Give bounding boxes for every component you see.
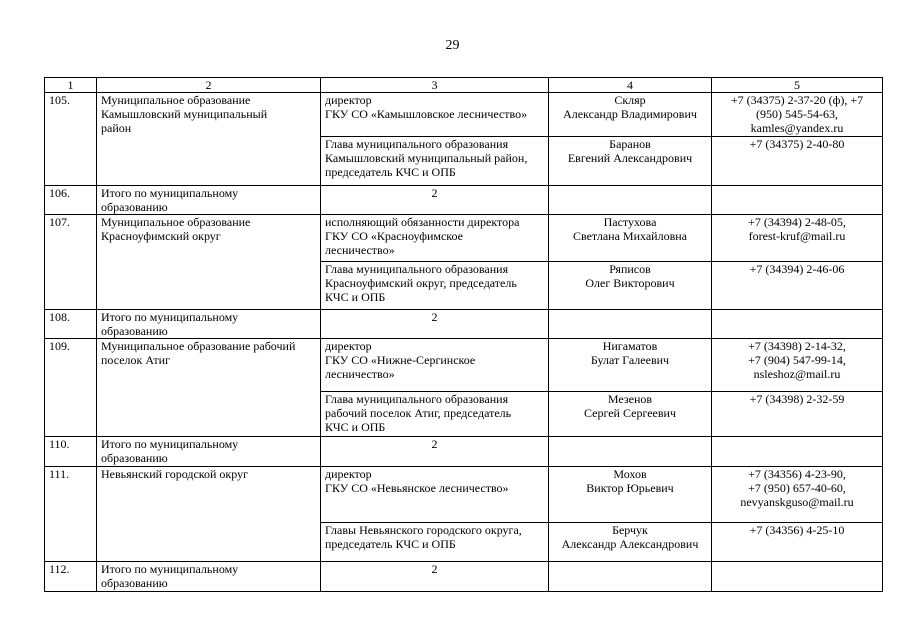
header-col-4: 4 [549, 78, 712, 93]
row-number: 105. [45, 93, 97, 186]
empty-cell [712, 310, 883, 339]
position-cell: директор ГКУ СО «Камышловское лесничество» [321, 93, 549, 137]
phone-cell: +7 (34398) 2-14-32, +7 (904) 547-99-14, nsleshoz@mail.ru [712, 339, 883, 392]
table-row [45, 339, 883, 392]
total-row [45, 186, 883, 215]
table-row [45, 215, 883, 262]
position-cell: Главы Невьянского городского округа, председатель КЧС и ОПБ [321, 523, 549, 562]
row-number: 109. [45, 339, 97, 437]
empty-cell [712, 186, 883, 215]
phone-cell: +7 (34394) 2-48-05, forest-kruf@mail.ru [712, 215, 883, 262]
empty-cell [712, 562, 883, 592]
contacts-table [44, 77, 883, 592]
position-cell: Глава муниципального образования Красноуфимский округ, председатель КЧС и ОПБ [321, 262, 549, 310]
row-number: 110. [45, 437, 97, 467]
phone-cell: +7 (34356) 4-25-10 [712, 523, 883, 562]
total-label: Итого по муниципальному образованию [97, 437, 321, 467]
empty-cell [549, 562, 712, 592]
phone-cell: +7 (34394) 2-46-06 [712, 262, 883, 310]
name-cell: Скляр Александр Владимирович [549, 93, 712, 137]
total-row [45, 310, 883, 339]
position-cell: Глава муниципального образования Камышловский муниципальный район, председатель КЧС и ОПБ [321, 137, 549, 186]
municipality-cell: Муниципальное образование рабочий поселок Атиг [97, 339, 321, 437]
name-cell: Баранов Евгений Александрович [549, 137, 712, 186]
name-cell: Мезенов Сергей Сергеевич [549, 392, 712, 437]
total-value: 2 [321, 310, 549, 339]
row-number: 111. [45, 467, 97, 562]
total-value: 2 [321, 186, 549, 215]
total-row [45, 437, 883, 467]
empty-cell [712, 437, 883, 467]
page-number: 29 [445, 38, 460, 53]
total-value: 2 [321, 562, 549, 592]
name-cell: Ряписов Олег Викторович [549, 262, 712, 310]
name-cell: Берчук Александр Александрович [549, 523, 712, 562]
phone-cell: +7 (34356) 4-23-90, +7 (950) 657-40-60, nevyanskguso@mail.ru [712, 467, 883, 523]
total-label: Итого по муниципальному образованию [97, 310, 321, 339]
name-cell: Мохов Виктор Юрьевич [549, 467, 712, 523]
position-cell: Глава муниципального образования рабочий поселок Атиг, председатель КЧС и ОПБ [321, 392, 549, 437]
municipality-cell: Муниципальное образование Красноуфимский округ [97, 215, 321, 310]
table-row [45, 93, 883, 137]
total-label: Итого по муниципальному образованию [97, 186, 321, 215]
header-row [45, 78, 883, 93]
row-number: 106. [45, 186, 97, 215]
municipality-cell: Невьянский городской округ [97, 467, 321, 562]
phone-cell: +7 (34375) 2-40-80 [712, 137, 883, 186]
position-cell: директор ГКУ СО «Нижне-Сергинское лесничество» [321, 339, 549, 392]
row-number: 107. [45, 215, 97, 310]
total-row [45, 562, 883, 592]
phone-cell: +7 (34375) 2-37-20 (ф), +7 (950) 545-54-63, kamles@yandex.ru [712, 93, 883, 137]
row-number: 108. [45, 310, 97, 339]
header-col-1: 1 [45, 78, 97, 93]
total-label: Итого по муниципальному образованию [97, 562, 321, 592]
header-col-5: 5 [712, 78, 883, 93]
position-cell: директор ГКУ СО «Невьянское лесничество» [321, 467, 549, 523]
header-col-3: 3 [321, 78, 549, 93]
empty-cell [549, 437, 712, 467]
row-number: 112. [45, 562, 97, 592]
empty-cell [549, 186, 712, 215]
phone-cell: +7 (34398) 2-32-59 [712, 392, 883, 437]
name-cell: Нигаматов Булат Галеевич [549, 339, 712, 392]
total-value: 2 [321, 437, 549, 467]
position-cell: исполняющий обязанности директора ГКУ СО «Красноуфимское лесничество» [321, 215, 549, 262]
empty-cell [549, 310, 712, 339]
header-col-2: 2 [97, 78, 321, 93]
municipality-cell: Муниципальное образование Камышловский муниципальный район [97, 93, 321, 186]
name-cell: Пастухова Светлана Михайловна [549, 215, 712, 262]
table-row [45, 467, 883, 523]
